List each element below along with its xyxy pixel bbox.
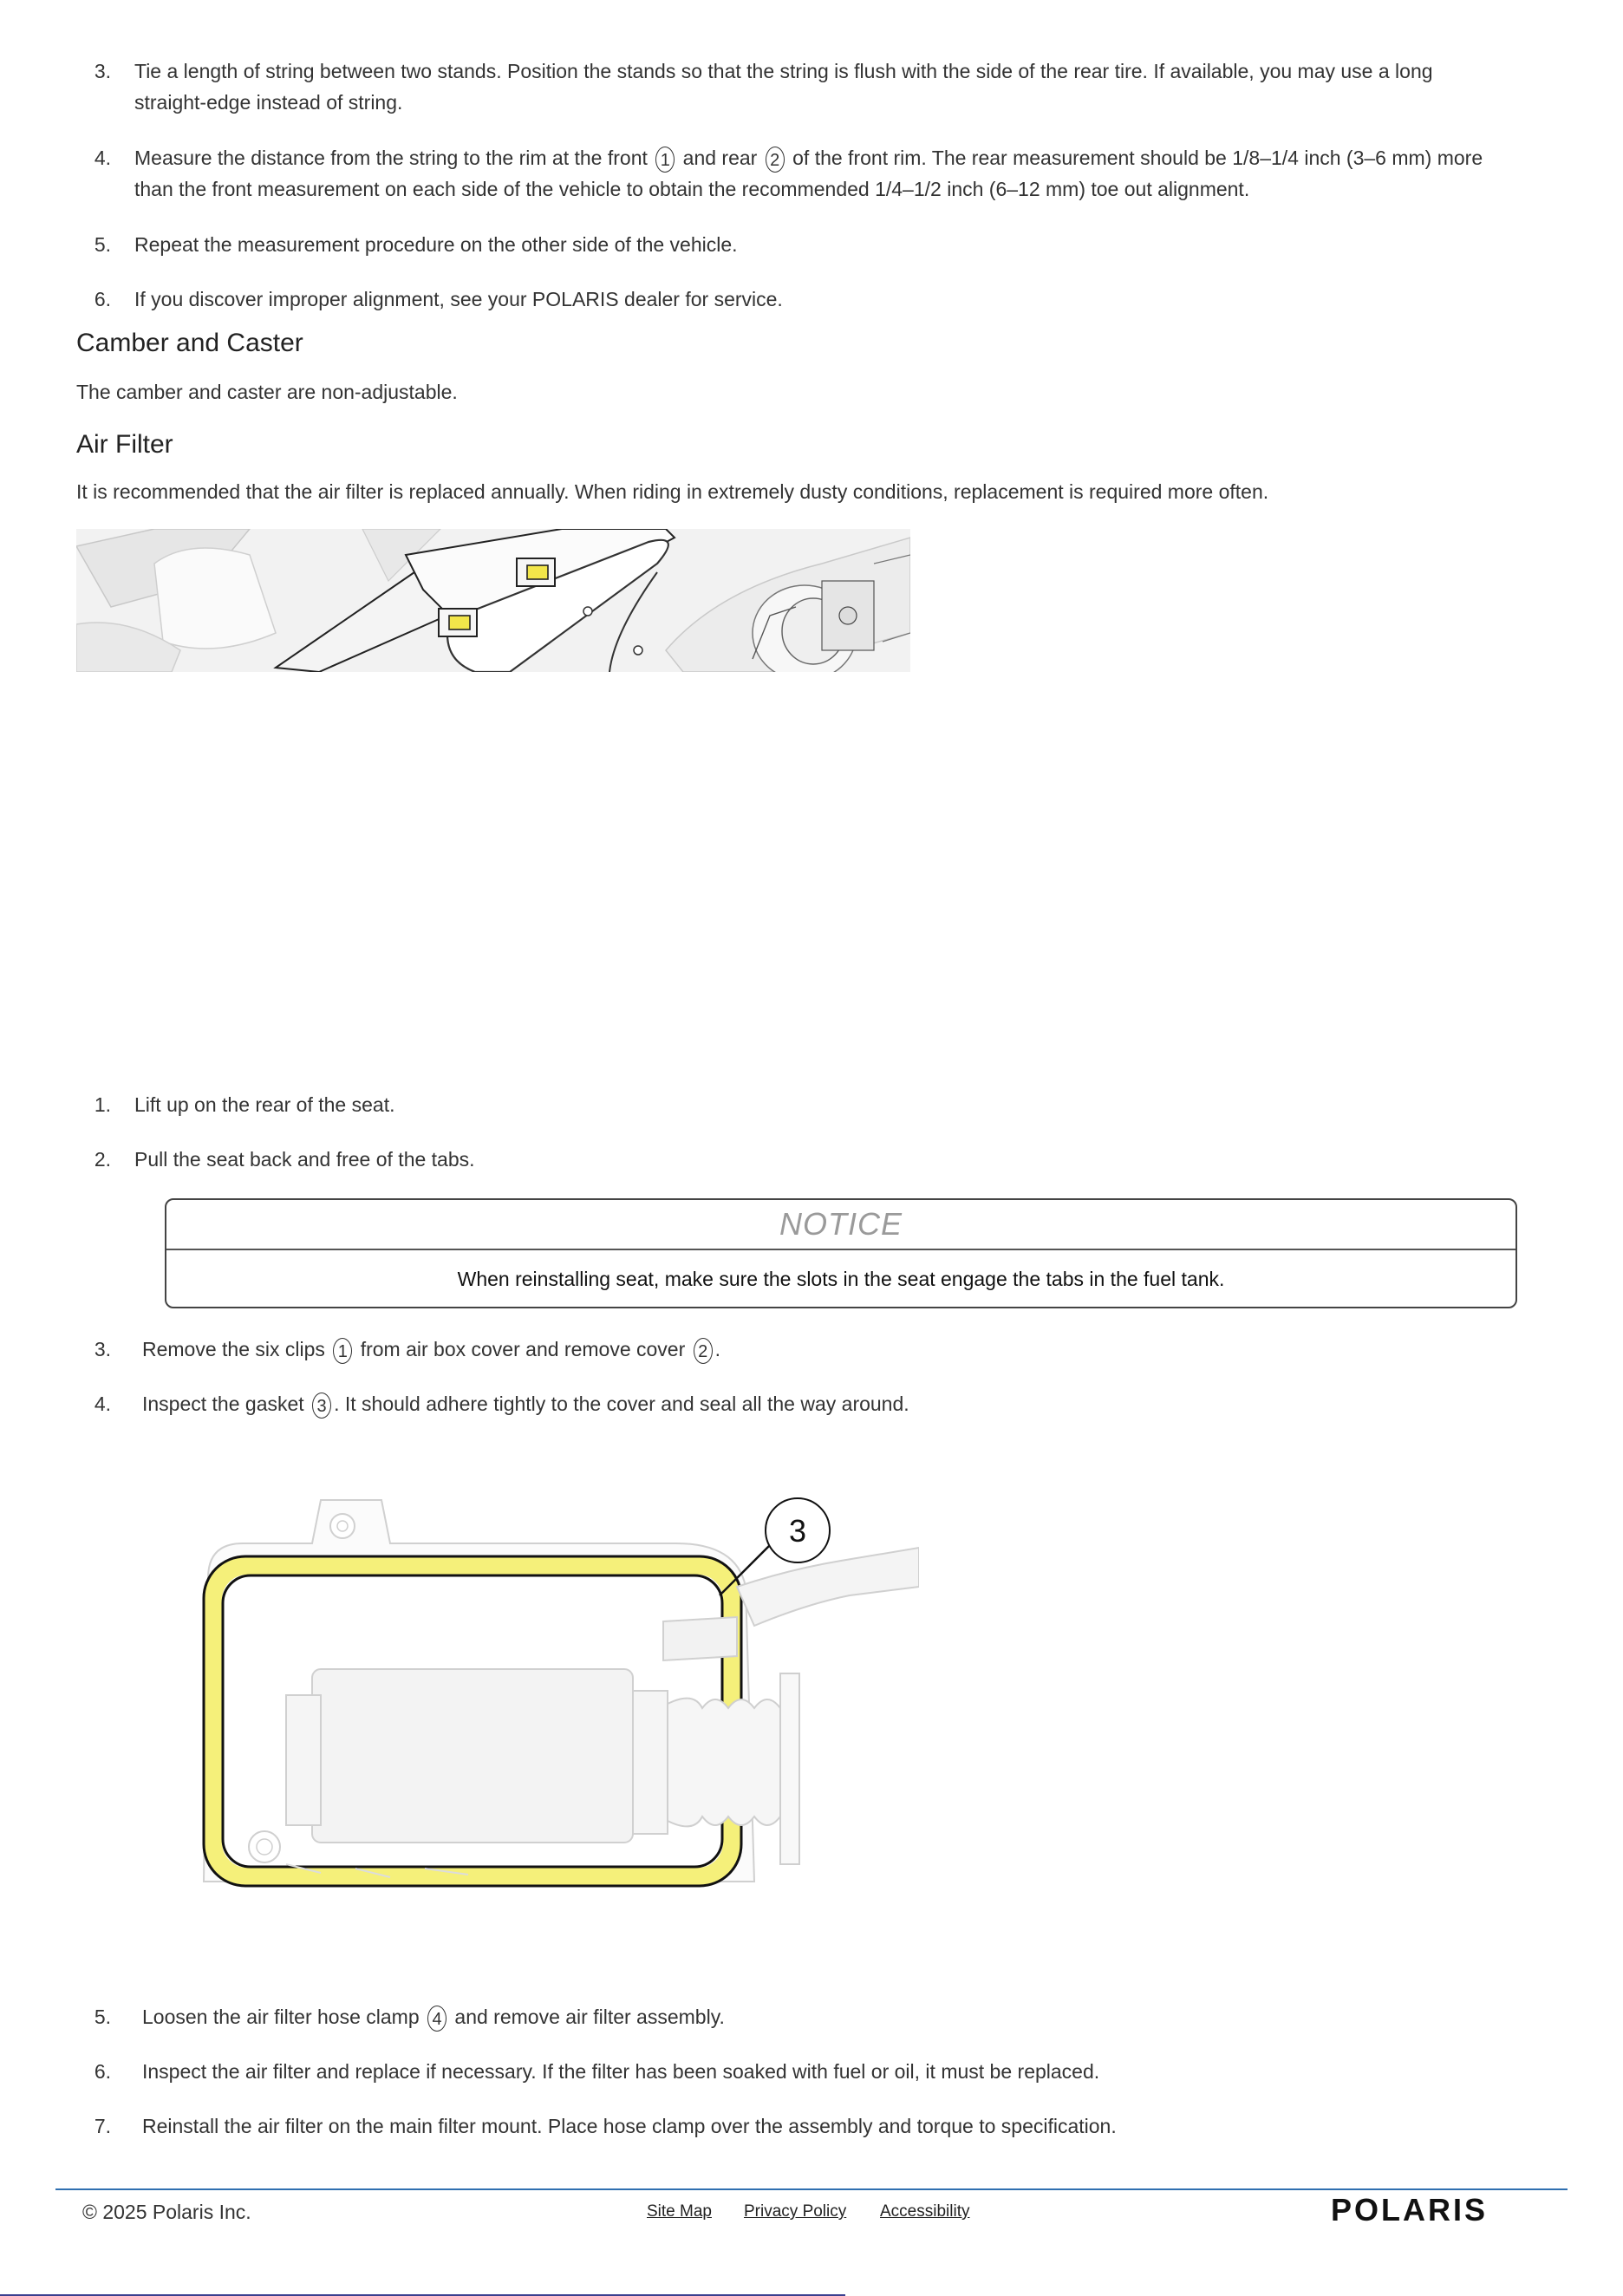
step-number: 2.	[94, 1148, 111, 1171]
step-text: of the front rim. The rear measurement should be 1/8–1/4 inch (3–6 mm) more	[792, 147, 1483, 169]
step-text: Repeat the measurement procedure on the other side of the vehicle.	[134, 233, 738, 256]
step-number: 4.	[94, 147, 111, 169]
step-text: Reinstall the air filter on the main filter mount. Place hose clamp over the assembly and torque to specification.	[142, 2115, 1117, 2137]
air-box-gasket-illustration	[182, 1474, 919, 1890]
step-text: Inspect the gasket	[142, 1393, 304, 1415]
step-text: Tie a length of string between two stands. Position the stands so that the string is flush with the side of the rear tire. If available, you may use a long	[134, 60, 1433, 82]
step-text: and remove air filter assembly.	[454, 2006, 725, 2028]
step-number: 4.	[94, 1393, 111, 1415]
camber-text: The camber and caster are non-adjustable.	[76, 381, 458, 403]
step-text-cont: straight-edge instead of string.	[134, 91, 403, 114]
footer-divider	[55, 2188, 1568, 2190]
step-number: 7.	[94, 2115, 111, 2137]
step-number: 5.	[94, 2006, 111, 2028]
step-text: Measure the distance from the string to the rim at the front	[134, 147, 648, 169]
callout-2: 2	[694, 1338, 713, 1364]
step-number: 6.	[94, 288, 111, 310]
air-filter-text: It is recommended that the air filter is replaced annually. When riding in extremely dusty conditions, replacement is required more often.	[76, 480, 1269, 503]
step-text: Pull the seat back and free of the tabs.	[134, 1148, 475, 1171]
callout-1: 1	[333, 1338, 352, 1364]
step-number: 6.	[94, 2060, 111, 2083]
callout-3: 3	[312, 1393, 331, 1419]
section-heading-camber: Camber and Caster	[76, 329, 303, 357]
step-number: 3.	[94, 1338, 111, 1360]
gasket-callout-label: 3	[788, 1513, 807, 1549]
footer-link-accessibility[interactable]: Accessibility	[880, 2202, 970, 2221]
notice-text: When reinstalling seat, make sure the slots in the seat engage the tabs in the fuel tank.	[457, 1268, 1225, 1290]
step-text: Lift up on the rear of the seat.	[134, 1093, 395, 1116]
footer-link-privacy-policy[interactable]: Privacy Policy	[744, 2202, 847, 2221]
step-text: .	[714, 1338, 721, 1360]
section-heading-air-filter: Air Filter	[76, 430, 173, 459]
air-box-clips-illustration	[76, 529, 910, 672]
step-text: from air box cover and remove cover	[360, 1338, 686, 1360]
step-text: Remove the six clips	[142, 1338, 325, 1360]
notice-title: NOTICE	[166, 1200, 1515, 1250]
copyright: © 2025 Polaris Inc.	[82, 2201, 251, 2223]
step-number: 1.	[94, 1093, 111, 1116]
step-number: 3.	[94, 60, 111, 82]
callout-1: 1	[655, 147, 675, 173]
step-text: and rear	[682, 147, 758, 169]
callout-2: 2	[766, 147, 785, 173]
step-number: 5.	[94, 233, 111, 256]
step-text: Loosen the air filter hose clamp	[142, 2006, 420, 2028]
step-text: . It should adhere tightly to the cover and seal all the way around.	[334, 1393, 909, 1415]
polaris-logo[interactable]: POLARIS	[1331, 2192, 1489, 2228]
step-text: Inspect the air filter and replace if necessary. If the filter has been soaked with fuel or oil, it must be replaced.	[142, 2060, 1100, 2083]
callout-4: 4	[427, 2006, 446, 2032]
step-text: If you discover improper alignment, see your POLARIS dealer for service.	[134, 288, 783, 310]
footer-link-site-map[interactable]: Site Map	[647, 2202, 712, 2221]
step-text-cont: than the front measurement on each side of the vehicle to obtain the recommended 1/4–1/2 inch (6–12 mm) toe out alignment.	[134, 178, 1250, 200]
notice-box	[165, 1198, 1517, 1308]
